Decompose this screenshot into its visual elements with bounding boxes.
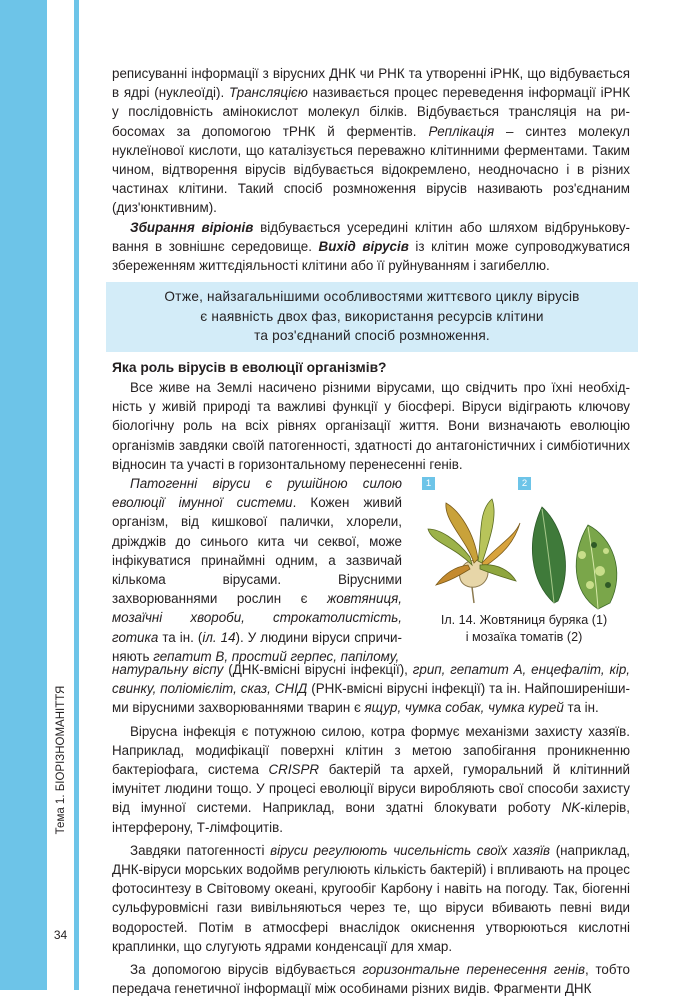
paragraph-infection: Вірусна інфекція є потужною силою, котра формує механізми захисту хазяїв. Наприклад, модифікації поверхні клітин з метою запобігання проникненню бактеріофага, система CRISPR бактерій та архей, гуморальний й клітинний імунітет людини тощо. У процесі еволюції віруси виробляють свої способи захисту від імунної системи. Наприклад, вони здатні блокувати роботу NK-кілерів, інтерферону, Т-лімфоцитів. [112,723,630,835]
paragraph-viruses-role: Все живе на Землі насичено різними вірусами, що свідчить про їхні необхідність у живій природі та важливі функції у біосфері. Віруси відіграють ключову біологічну роль на всіх рівнях організації життя. Вони визначають еволюцію організмів завдяки своїй патогенності, здатності до антагоністичних і симбіотичних відносин та участі в горизонтальному перенесенні генів. [112,379,630,472]
summary-line-2: є наявність двох фаз, використання ресурсів клітини [200,308,544,324]
paragraph-transcription: реписуванні інформації з вірусних ДНК чи РНК та утворенні іРНК, що відбувається в ядрі (нуклеоїді). Трансляцією називається процес переведення інформації іРНК у послідовність амінокислот молекул білків. Відбувається трансляція на рибосомах за допомогою тРНК й ферментів. Реплікація – синтез молекул нуклеїнової кислоти, що каталізується переважно клітинними ферментами. Таким чином, відтворення вірусів відбувається відокремлено, неодночасно і в різних частинах клітини. Такий спосіб розмноження вірусів називають роз'єднаним (диз'юнктивним). [112,66,630,216]
topic-label [47,660,74,860]
figure-illustration [422,477,630,629]
figure-number-2: 2 [518,477,531,490]
summary-line-3: та роз'єднаний спосіб розмноження. [254,328,490,344]
paragraph-pathogenic: Патогенні віруси є рушійною силою еволюції імунної системи. Кожен живий організм, від кишкової палички, хлорели, дріжджів до синього кита чи секвої, може інфікуватися принаймні одним, а зазвичай кількома вірусами. Вірусними захворюваннями рослин є жовтяниця, мозаїчні хвороби, строкатолистість, готика та ін. (іл. 14). У людини віруси спричиняють гепатит В, простий герпес, папілому, [112,475,402,664]
figure-caption [416,612,632,646]
paragraph-gene-transfer: За допомогою вірусів відбувається горизонтальне перенесення генів, тобто передача генетичної інформації між особинами різних видів. Фрагменти ДНК [112,962,630,997]
beet-plant-illustration [428,499,520,603]
paragraph-diseases: натуральну віспу (ДНК-вмісні вірусні інфекції), грип, гепатит А, енцефаліт, кір, свинку, поліомієліт, сказ, СНІД (РНК-вмісні вірусні інфекції) та ін. Найпоширенішими вірусними захворюваннями тварин є ящур, чумка собак, чумка курей та ін. [112,661,630,716]
figure-drawings [422,485,630,615]
figure-caption-line-2: і мозаїка томатів (2) [465,629,583,644]
paragraph-assembly: Збирання віріонів відбувається усередині клітин або шляхом відбруньковування в зовнішнє середовище. Вихід вірусів із клітин може супроводжуватися збереженням життєдіяльності клітини або її руйнуванням і загибеллю. [112,219,630,274]
figure-block [112,474,630,664]
paragraph-regulation: Завдяки патогенності віруси регулюють чисельність своїх хазяїв (наприклад, ДНК-віруси морських водоймв регулюють кількість бактерій) і впливають на процес фотосинтезу в Світовому океані, кругообіг Карбону і навіть на погоду. Так, біогенні сульфуровмісні гази вивільняються через те, що віруси вбивають певні види водоростей. Потім в атмосфері внаслідок окиснення утворюються кислотні краплинки, що слугують ядрами конденсації для хмар. [112,842,630,954]
tomato-leaves-illustration [532,507,616,609]
topic-label-text: Тема 1. БІОРІЗНОМАНІТТЯ [54,685,67,835]
page-number: 34 [53,928,68,942]
page-body [112,64,630,998]
figure-number-1: 1 [422,477,435,490]
summary-box [106,282,638,352]
figure-caption-line-1: Іл. 14. Жовтяниця буряка (1) [440,612,608,627]
summary-line-1: Отже, найзагальнішими особливостями життєвого циклу вірусів [164,289,580,305]
section-heading: Яка роль вірусів в еволюції організмів? [112,359,387,375]
